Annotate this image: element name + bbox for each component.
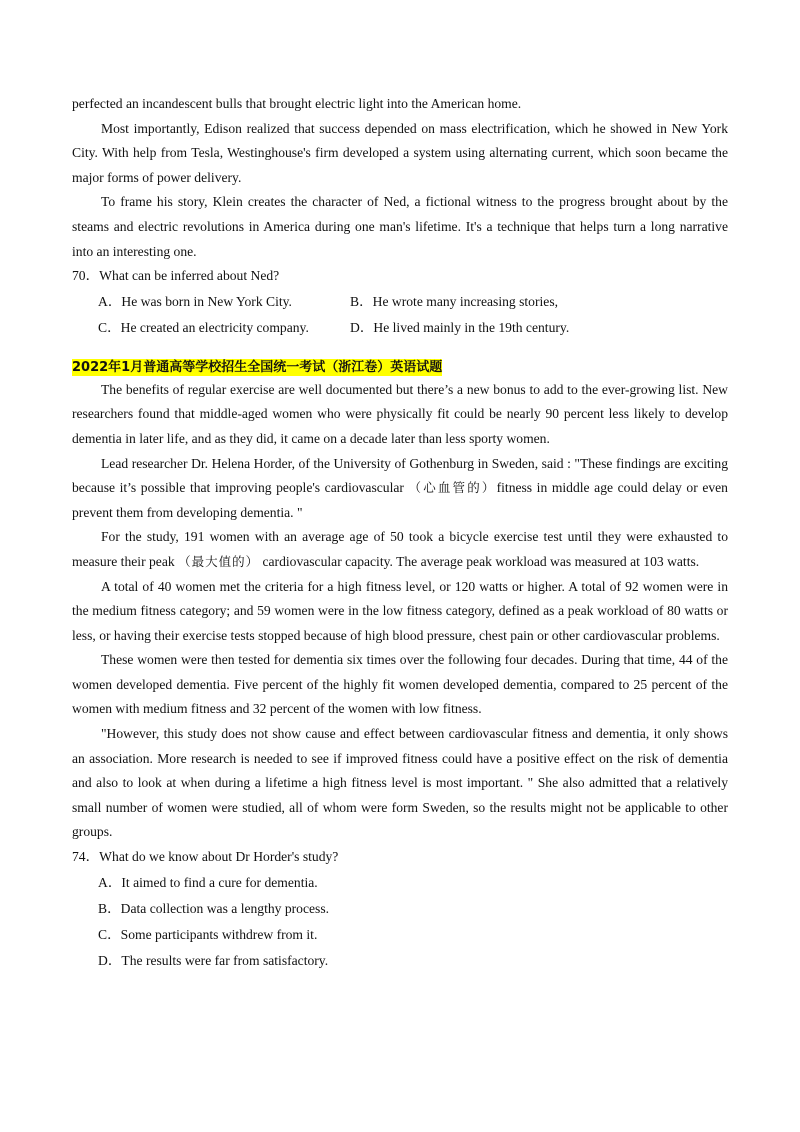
q74-option-b: B．Data collection was a lengthy process. [98,900,330,916]
passage2-paragraph-5: These women were then tested for dementia six times over the following four decades. During that time, 44 of the women developed dementia. Five percent of the highly fit women developed dementia, compared to 25 percent of the women with medium fitness and 32 percent of the women with low fitness. [72,652,728,717]
q74-option-a: A．It aimed to find a cure for dementia. [98,874,318,890]
p2-text-b: fitness in middle age could delay or even prevent them from developing dementia. " [72,480,728,520]
passage2-paragraph-2 [72,452,728,526]
passage2-paragraph-3 [72,525,728,574]
question-70-options [72,289,728,341]
p2-text-a: Lead researcher Dr. Helena Horder, of the University of Gothenburg in Sweden, said : "These findings are exciting because it’s possible that improving people's cardiovascular [72,455,728,496]
passage2-paragraph-1: The benefits of regular exercise are well documented but there’s a new bonus to add to the ever-growing list. New researchers found that middle-aged women who were physically fit could be nearly 90 percent less likely to develop dementia in later life, and as they did, it came on a decade later than less sporty women. [72,381,728,446]
question-74: 74．What do we know about Dr Horder's study? [72,849,339,865]
q74-option-c: C．Some participants withdrew from it. [98,926,318,942]
option-c: C．He created an electricity company. [98,319,309,335]
passage1-paragraph-2: Most importantly, Edison realized that success depended on mass electrification, which he showed in New York City. With help from Tesla, Westinghouse's firm developed a system using alternating current, which soon became the major forms of power delivery. [72,120,728,185]
passage1-line-1: perfected an incandescent bulls that brought electric light into the American home. [72,96,522,111]
p3-annotation: （最大值的） [178,553,260,569]
p3-text-a: For the study, 191 women with an average age of 50 took a bicycle exercise test until they were exhausted to measure their peak [72,529,728,569]
document-page [72,92,728,974]
section-heading [72,357,728,378]
q74-option-d: D．The results were far from satisfactory. [98,952,329,968]
passage2-paragraph-6: "However, this study does not show cause and effect between cardiovascular fitness and dementia, it only shows an association. More research is needed to see if improved fitness could have a positive effect on the risk of dementia and also to look at when during a lifetime a high fitness level is most important. " She also admitted that a relatively small number of women were studied, all of whom were form Sweden, so the results might not be applicable to other groups. [72,726,728,840]
question-70: 70．What can be inferred about Ned? [72,268,280,284]
passage2-paragraph-4: A total of 40 women met the criteria for a high fitness level, or 120 watts or higher. A total of 92 women were in the medium fitness category; and 59 women were in the low fitness category, defined as a peak workload of 80 watts or less, or having their exercise tests stopped because of high blood pressure, chest pain or other cardiovascular problems. [72,578,728,643]
p3-text-b: cardiovascular capacity. The average peak workload was measured at 103 watts. [259,553,700,569]
section-title: 2022年1月普通高等学校招生全国统一考试（浙江卷）英语试题 [72,359,443,375]
option-b: B．He wrote many increasing stories, [350,293,559,309]
passage1-paragraph-3: To frame his story, Klein creates the character of Ned, a fictional witness to the progress brought about by the steams and electric revolutions in America during one man's lifetime. It's a technique that helps turn a long narrative into an interesting one. [72,194,728,259]
option-d: D．He lived mainly in the 19th century. [350,319,570,335]
p2-annotation: （心血管的） [408,480,497,496]
option-a: A．He was born in New York City. [98,293,292,309]
